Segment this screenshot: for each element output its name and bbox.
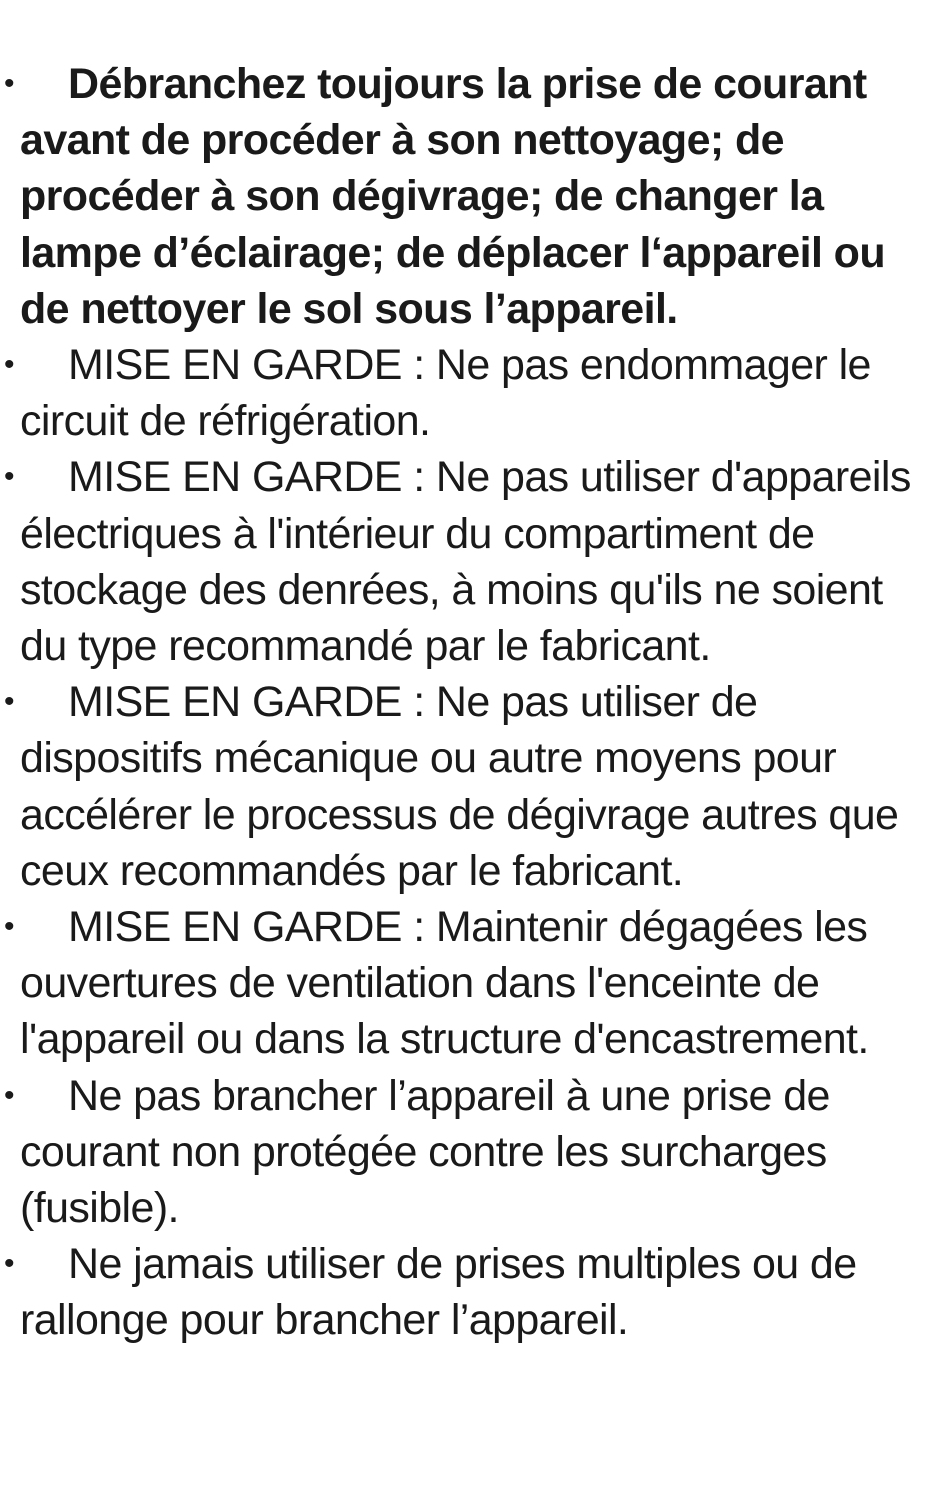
bullet-icon: • <box>4 460 14 494</box>
bullet-icon: • <box>4 685 14 719</box>
list-item-text: Débranchez toujours la prise de courant avant de procéder à son nettoyage; de procéder à son dégivrage; de changer la lampe d’éclairage; de déplacer l‘appareil ou de nettoyer le sol sous l’appareil. <box>20 60 885 333</box>
bullet-icon: • <box>4 348 14 382</box>
list-item-text: MISE EN GARDE : Ne pas utiliser de dispositifs mécanique ou autre moyens pour accélérer le processus de dégivrage autres que ceux recommandés par le fabricant. <box>20 678 899 895</box>
list-item <box>0 449 950 674</box>
bullet-icon: • <box>4 67 14 100</box>
list-item <box>0 1236 950 1348</box>
list-item <box>0 56 950 337</box>
list-item-text: MISE EN GARDE : Ne pas utiliser d'appareils électriques à l'intérieur du compartiment de stockage des denrées, à moins qu'ils ne soient du type recommandé par le fabricant. <box>20 453 911 671</box>
list-item <box>0 899 950 1068</box>
document-page <box>0 56 950 1349</box>
bullet-icon: • <box>4 910 14 944</box>
bullet-icon: • <box>4 1078 14 1112</box>
safety-instructions-list <box>0 56 950 1349</box>
list-item <box>0 674 950 899</box>
list-item-text: Ne pas brancher l’appareil à une prise de courant non protégée contre les surcharges (fusible). <box>20 1071 830 1233</box>
list-item <box>0 1068 950 1237</box>
list-item <box>0 337 950 449</box>
bullet-icon: • <box>4 1247 14 1281</box>
list-item-text: MISE EN GARDE : Ne pas endommager le circuit de réfrigération. <box>20 341 871 446</box>
list-item-text: Ne jamais utiliser de prises multiples ou de rallonge pour brancher l’appareil. <box>20 1240 857 1345</box>
list-item-text: MISE EN GARDE : Maintenir dégagées les ouvertures de ventilation dans l'enceinte de l'appareil ou dans la structure d'encastrement. <box>20 903 869 1064</box>
